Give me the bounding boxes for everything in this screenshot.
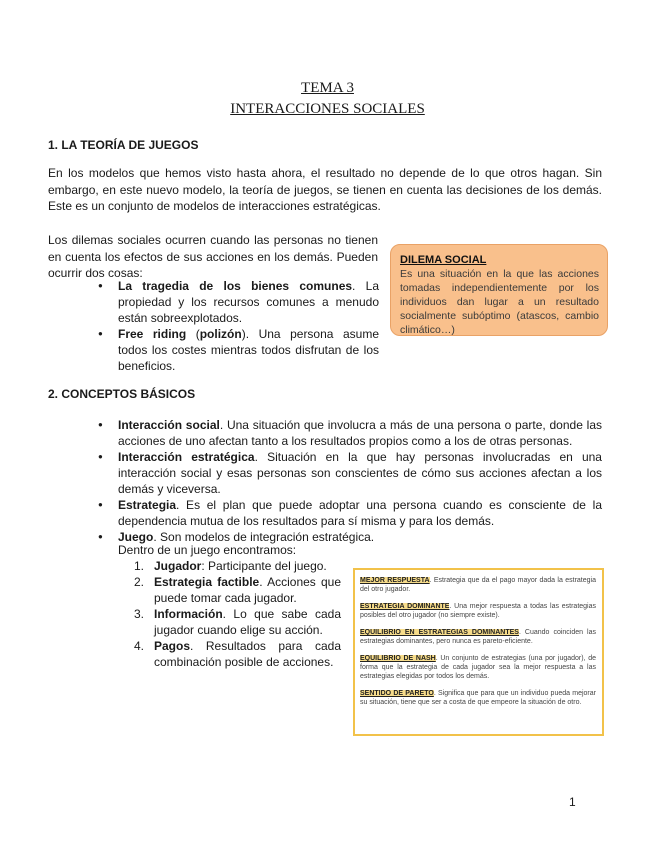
- bullet-term-alt: polizón: [199, 327, 242, 341]
- dilemmas-paragraph: Los dilemas sociales ocurren cuando las personas no tienen en cuenta los efectos de sus acciones en los demás. Pueden ocurrir dos cosas:: [48, 233, 378, 280]
- page-number: 1: [569, 795, 576, 809]
- bullet-text: . Una situación que involucra a más de una persona o parte, donde las acciones de uno afectan tanto a los resultados propios como a los de otras personas.: [118, 418, 603, 448]
- definition: [360, 654, 596, 681]
- definition-text: . Un conjunto de estrategias (una por jugador), de forma que la estrategia de cada jugador sea la mejor respuesta a las estrategias elegidas por todos los demás.: [360, 655, 596, 680]
- bullet-term: Juego: [118, 530, 154, 544]
- item-term: Jugador: [154, 559, 202, 573]
- definition: [360, 576, 596, 594]
- definition: [360, 602, 596, 620]
- dilemmas-list: [96, 278, 379, 374]
- definitions-box: [353, 568, 604, 736]
- bullet-paren: (: [186, 327, 200, 341]
- definition-text: . Cuando coinciden las estrategias dominantes, pero nunca es pareto-eficiente.: [360, 629, 597, 645]
- definition: [360, 628, 596, 646]
- section-1-intro: En los modelos que hemos visto hasta ahora, el resultado no depende de lo que otros hagan. Sin embargo, en este nuevo modelo, la teoría de juegos, se tienen en cuenta las decisiones de los demás. Este es un conjunto de modelos de interacciones estratégicas.: [48, 166, 602, 213]
- definition-term: EQUILIBRIO EN ESTRATEGIAS DOMINANTES: [360, 629, 519, 636]
- section-2-heading: 2. CONCEPTOS BÁSICOS: [48, 387, 196, 401]
- definition-term: EQUILIBRIO DE NASH: [360, 655, 436, 662]
- social-dilemma-callout: [390, 244, 608, 336]
- item-number: 1.: [134, 559, 145, 573]
- bullet-text: . Son modelos de integración estratégica.: [153, 530, 375, 544]
- game-elements-list: [134, 558, 341, 670]
- item-number: 2.: [134, 575, 145, 589]
- list-item: [134, 574, 341, 606]
- item-text: . Lo que sabe cada jugador cuando elige su acción.: [154, 607, 341, 637]
- list-item: [96, 326, 379, 374]
- title-line-2: INTERACCIONES SOCIALES: [230, 101, 425, 117]
- bullet-term: Interacción social: [118, 418, 220, 432]
- list-item: [96, 449, 602, 497]
- list-item: [96, 497, 602, 529]
- within-game-text: Dentro de un juego encontramos:: [118, 543, 297, 557]
- item-text: . Resultados para cada combinación posible de acciones.: [154, 639, 341, 669]
- section-1-heading: 1. LA TEORÍA DE JUEGOS: [48, 138, 199, 152]
- definition-text: . Una mejor respuesta a todas las estrategias posibles del otro jugador (no siempre existe).: [360, 603, 596, 619]
- item-term: Pagos: [154, 639, 191, 653]
- bullet-term: Estrategia: [118, 498, 177, 512]
- bullet-term: Free riding: [118, 327, 187, 341]
- bullet-text: . La propiedad y los recursos comunes a menudo están sobreexplotados.: [118, 279, 379, 325]
- item-term: Información: [154, 607, 223, 621]
- title-line-1: TEMA 3: [301, 80, 354, 96]
- callout-text: Es una situación en la que las acciones tomadas independientemente por los individuos dan lugar a un resultado socialmente subóptimo (atascos, cambio climático…): [400, 268, 599, 336]
- item-term: Estrategia factible: [154, 575, 260, 589]
- list-item: [134, 638, 341, 670]
- item-number: 4.: [134, 639, 145, 653]
- definition-text: . Significa que para que un individuo pueda mejorar su situación, tiene que ser a costa de que empeore la situación de otro.: [360, 690, 596, 706]
- list-item: [134, 558, 341, 574]
- document-title: [0, 78, 655, 120]
- list-item: [96, 278, 379, 326]
- definition-term: MEJOR RESPUESTA: [360, 577, 430, 584]
- definition-text: . Estrategia que da el pago mayor dada la estrategia del otro jugador.: [360, 577, 596, 593]
- definition: [360, 689, 596, 707]
- bullet-term: Interacción estratégica: [118, 450, 255, 464]
- bullet-text: ). Una persona asume todos los costes mientras todos disfrutan de los beneficios.: [118, 327, 379, 373]
- bullet-text: . Es el plan que puede adoptar una persona cuando es consciente de la dependencia mutua de los resultados para sí misma y para los demás.: [118, 498, 602, 528]
- item-text: . Acciones que puede tomar cada jugador.: [154, 575, 341, 605]
- definition-term: ESTRATEGIA DOMINANTE: [360, 603, 450, 610]
- item-number: 3.: [134, 607, 145, 621]
- callout-title: DILEMA SOCIAL: [400, 254, 487, 266]
- bullet-text: . Situación en la que hay personas involucradas en una interacción social y esas personas son conscientes de cómo sus acciones afectan a los demás y viceversa.: [118, 450, 602, 496]
- bullet-term: La tragedia de los bienes comunes: [118, 279, 353, 293]
- list-item: [134, 606, 341, 638]
- item-text: : Participante del juego.: [201, 559, 327, 573]
- concepts-list: [96, 417, 602, 545]
- definition-term: SENTIDO DE PARETO: [360, 690, 434, 697]
- list-item: [96, 417, 602, 449]
